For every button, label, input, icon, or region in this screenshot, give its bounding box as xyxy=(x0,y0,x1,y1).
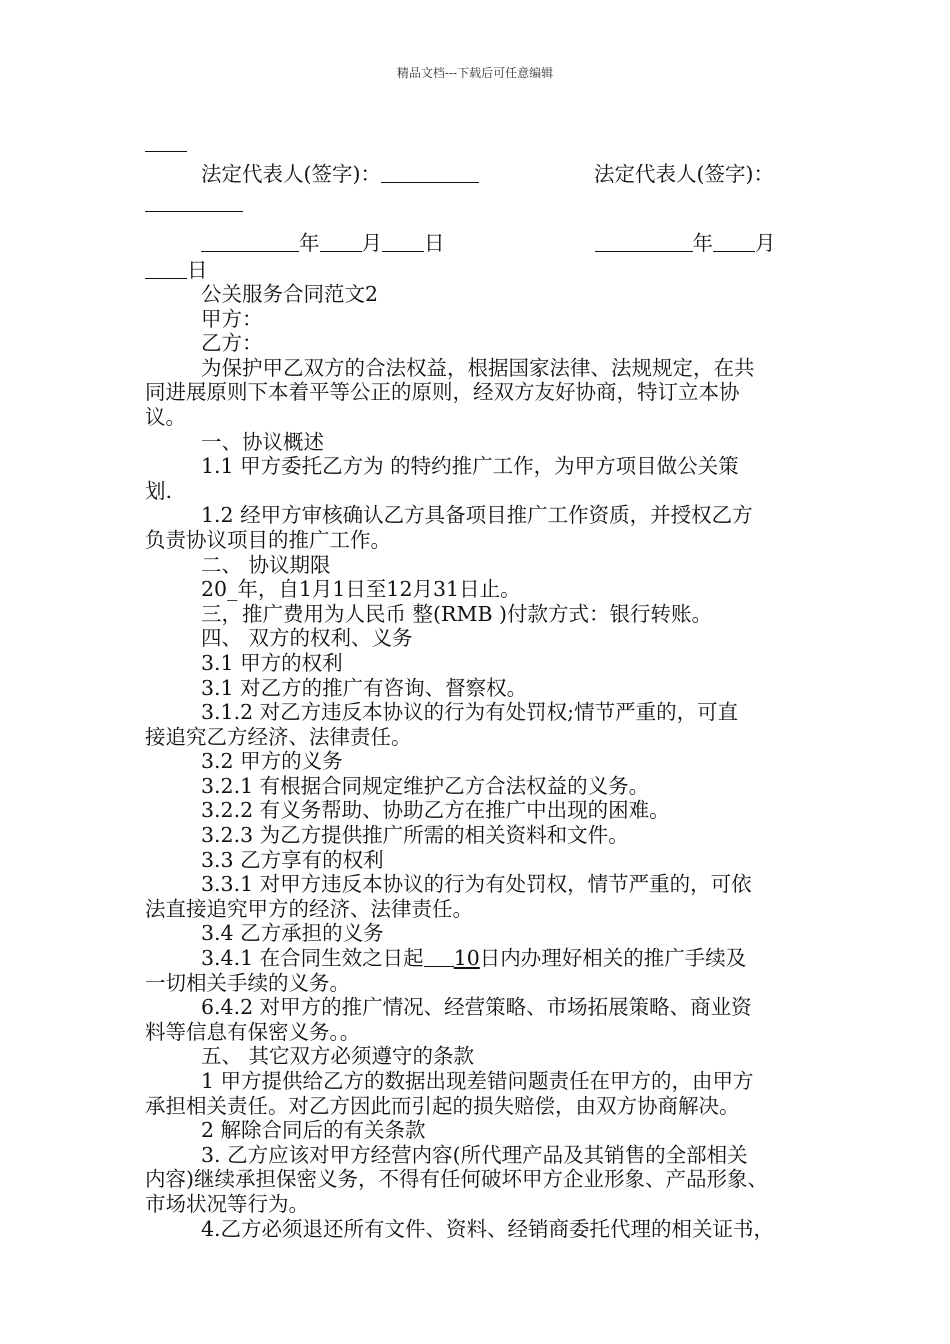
section-2-text: 20_年，自1月1日至12月31日止。 xyxy=(201,577,521,602)
signature-rep-line xyxy=(145,159,825,191)
clause-3-1-2-line-2: 接追究乙方经济、法律责任。 xyxy=(145,724,412,749)
clause-3-1: 3.1 甲方的权利 xyxy=(201,650,343,675)
signature-rep-blank-line xyxy=(145,191,825,231)
clause-3-2-3: 3.2.3 为乙方提供推广所需的相关资料和文件。 xyxy=(201,823,629,848)
signature-day-line xyxy=(145,258,825,282)
rep-label-left: 法定代表人(签字)： xyxy=(201,162,381,186)
clause-3-2-1: 3.2.1 有根据合同规定维护乙方合法权益的义务。 xyxy=(201,773,650,798)
clause-3-3-1-line-2: 法直接追究甲方的经济、法律责任。 xyxy=(145,896,473,921)
clause-3-1-b: 3.1 对乙方的推广有咨询、督察权。 xyxy=(201,675,528,700)
clause-5-4: 4.乙方必须退还所有文件、资料、经销商委托代理的相关证书， xyxy=(201,1216,775,1241)
clause-1-1-line-2: 划. xyxy=(145,478,173,503)
clause-5-2: 2 解除合同后的有关条款 xyxy=(201,1118,426,1143)
clause-1-2-line-1: 1.2 经甲方审核确认乙方具备项目推广工作资质，并授权乙方 xyxy=(201,503,753,528)
month-label-right: 月 xyxy=(755,231,776,255)
section-1-heading: 一、协议概述 xyxy=(201,429,324,454)
intro-line-2: 同进展原则下本着平等公正的原则，经双方友好协商，特订立本协 xyxy=(145,380,740,405)
clause-3-4-1-line-2: 一切相关手续的义务。 xyxy=(145,970,350,995)
section-5-heading: 五、 其它双方必须遵守的条款 xyxy=(201,1044,475,1069)
clause-3-4-1-days: 10 xyxy=(453,946,480,971)
clause-6-4-2-line-2: 料等信息有保密义务。。 xyxy=(145,1019,361,1044)
rep-signature-blank-left xyxy=(381,163,479,183)
contract-title: 公关服务合同范文2 xyxy=(201,282,379,306)
clause-5-3-line-1: 3. 乙方应该对甲方经营内容(所代理产品及其销售的全部相关 xyxy=(201,1142,748,1167)
clause-5-1-line-1: 1 甲方提供给乙方的数据出现差错问题责任在甲方的，由甲方 xyxy=(201,1069,754,1093)
clause-3-1-2-line-1: 3.1.2 对乙方违反本协议的行为有处罚权;情节严重的，可直 xyxy=(201,700,739,725)
signature-top-rule-line xyxy=(145,127,825,159)
clause-5-1-line-2: 承担相关责任。对乙方因此而引起的损失赔偿，由双方协商解决。 xyxy=(145,1093,740,1118)
clause-3-4-1-pre: 3.4.1 在合同生效之日起 xyxy=(201,946,424,971)
clause-1-2-line-2: 负责协议项目的推广工作。 xyxy=(145,527,391,552)
year-label-right: 年 xyxy=(692,231,713,255)
day-label: 日 xyxy=(424,231,445,255)
clause-5-3-line-3: 市场状况等行为。 xyxy=(145,1191,309,1216)
year-label: 年 xyxy=(299,231,320,255)
clause-3-4-1-post: 日内办理好相关的推广手续及 xyxy=(479,946,747,971)
clause-6-4-2-line-1: 6.4.2 对甲方的推广情况、经营策略、市场拓展策略、商业资 xyxy=(201,995,752,1020)
clause-3-4: 3.4 乙方承担的义务 xyxy=(201,921,384,946)
intro-line-1: 为保护甲乙双方的合法权益，根据国家法律、法规规定，在共 xyxy=(201,355,755,380)
clause-3-4-1-line-1 xyxy=(145,946,825,971)
intro-line-3: 议。 xyxy=(145,404,186,429)
signature-date-line xyxy=(145,231,825,258)
party-b: 乙方： xyxy=(201,331,263,356)
clause-3-2-2: 3.2.2 有义务帮助、协助乙方在推广中出现的困难。 xyxy=(201,798,670,823)
party-a: 甲方： xyxy=(201,306,263,331)
clause-5-3-line-2: 内容)继续承担保密义务，不得有任何破坏甲方企业形象、产品形象、 xyxy=(145,1167,768,1192)
section-3-heading: 三，推广费用为人民币 整(RMB )付款方式：银行转账。 xyxy=(201,601,713,626)
section-4-heading: 四、 双方的权利、义务 xyxy=(201,626,413,651)
clause-3-3: 3.3 乙方享有的权利 xyxy=(201,847,384,872)
rep-signature-blank-right xyxy=(145,192,243,212)
day-label-right: 日 xyxy=(187,258,208,282)
rep-label-right: 法定代表人(签字)： xyxy=(594,162,774,186)
section-2-heading: 二、 协议期限 xyxy=(201,552,331,577)
clause-3-3-1-line-1: 3.3.1 对甲方违反本协议的行为有处罚权，情节严重的，可依 xyxy=(201,872,752,897)
clause-3-2: 3.2 甲方的义务 xyxy=(201,749,343,774)
contract-document xyxy=(145,127,825,1241)
page-header: 精品文档---下载后可任意编辑 xyxy=(396,66,554,80)
clause-1-1-line-1: 1.1 甲方委托乙方为 的特约推广工作，为甲方项目做公关策 xyxy=(201,454,739,479)
month-label: 月 xyxy=(361,231,382,255)
